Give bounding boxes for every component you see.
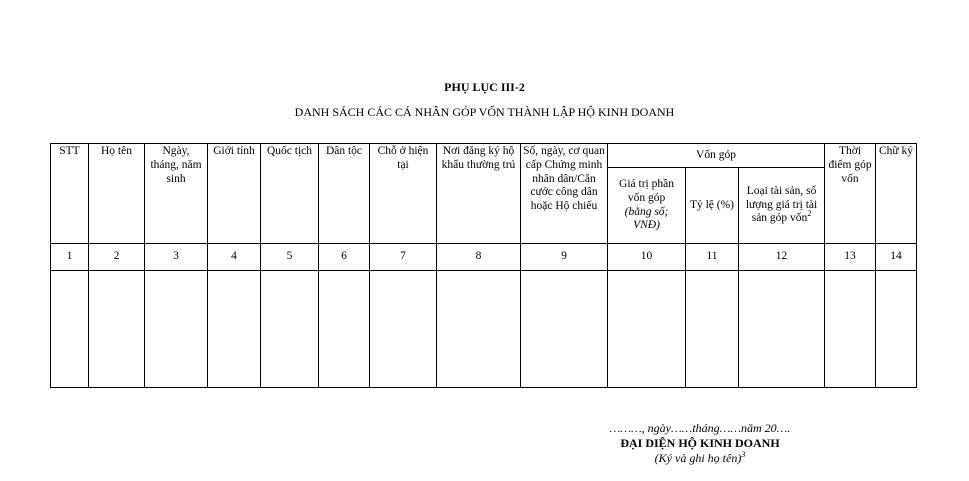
- empty-cell: [145, 271, 208, 388]
- header-asset-type: [739, 168, 825, 244]
- header-nationality: Quốc tịch: [261, 144, 319, 244]
- header-id-document: Số, ngày, cơ quan cấp Chứng minh nhân dân/Căn cước công dân hoặc Hộ chiếu: [521, 144, 608, 244]
- empty-cell: [51, 271, 89, 388]
- capital-value-label: Giá trị phần vốn góp: [619, 177, 674, 204]
- header-capital-ratio: Tỷ lệ (%): [686, 168, 739, 244]
- empty-cell: [370, 271, 437, 388]
- asset-type-label: Loại tài sản, số lượng giá trị tài sản góp vốn: [745, 184, 818, 225]
- empty-cell: [208, 271, 261, 388]
- empty-entry-row: [51, 271, 917, 388]
- column-number: 12: [739, 244, 825, 271]
- header-dob: Ngày, tháng, năm sinh: [145, 144, 208, 244]
- header-signature: Chữ ký: [876, 144, 917, 244]
- column-number: 11: [686, 244, 739, 271]
- column-number: 4: [208, 244, 261, 271]
- empty-cell: [261, 271, 319, 388]
- empty-cell: [437, 271, 521, 388]
- header-capital-value: [608, 168, 686, 244]
- header-stt: STT: [51, 144, 89, 244]
- header-ethnicity: Dân tộc: [319, 144, 370, 244]
- column-number: 14: [876, 244, 917, 271]
- header-capital: Vốn góp: [608, 144, 825, 168]
- column-number: 9: [521, 244, 608, 271]
- header-residence: Chỗ ở hiện tại: [370, 144, 437, 244]
- empty-cell: [825, 271, 876, 388]
- column-number: 2: [89, 244, 145, 271]
- empty-cell: [608, 271, 686, 388]
- asset-type-footnote: 2: [807, 209, 812, 219]
- header-contribution-time: Thời điểm góp vốn: [825, 144, 876, 244]
- empty-cell: [319, 271, 370, 388]
- empty-cell: [876, 271, 917, 388]
- capital-value-note: (bằng số; VNĐ): [624, 205, 669, 232]
- column-number: 5: [261, 244, 319, 271]
- empty-cell: [521, 271, 608, 388]
- column-number: 6: [319, 244, 370, 271]
- header-name: Họ tên: [89, 144, 145, 244]
- header-permanent-address: Nơi đăng ký hộ khẩu thường trú: [437, 144, 521, 244]
- column-number: 1: [51, 244, 89, 271]
- appendix-title: PHỤ LỤC III-2: [444, 80, 525, 94]
- representative-title: ĐẠI DIỆN HỘ KINH DOANH: [620, 436, 780, 450]
- document-title: DANH SÁCH CÁC CÁ NHÂN GÓP VỐN THÀNH LẬP HỘ KINH DOANH: [294, 105, 675, 119]
- empty-cell: [89, 271, 145, 388]
- column-number: 10: [608, 244, 686, 271]
- column-number: 3: [145, 244, 208, 271]
- sign-instruction: [590, 451, 810, 466]
- column-number-row: [51, 244, 917, 271]
- contributors-table: [50, 143, 917, 388]
- empty-cell: [739, 271, 825, 388]
- column-number: 13: [825, 244, 876, 271]
- empty-cell: [686, 271, 739, 388]
- date-line: ………, ngày……tháng……năm 20….: [609, 421, 791, 435]
- signature-block: [590, 421, 810, 466]
- column-number: 7: [370, 244, 437, 271]
- column-number: 8: [437, 244, 521, 271]
- header-gender: Giới tính: [208, 144, 261, 244]
- sign-footnote: 3: [741, 450, 746, 459]
- sign-instruction-text: (Ký và ghi họ tên): [654, 451, 742, 465]
